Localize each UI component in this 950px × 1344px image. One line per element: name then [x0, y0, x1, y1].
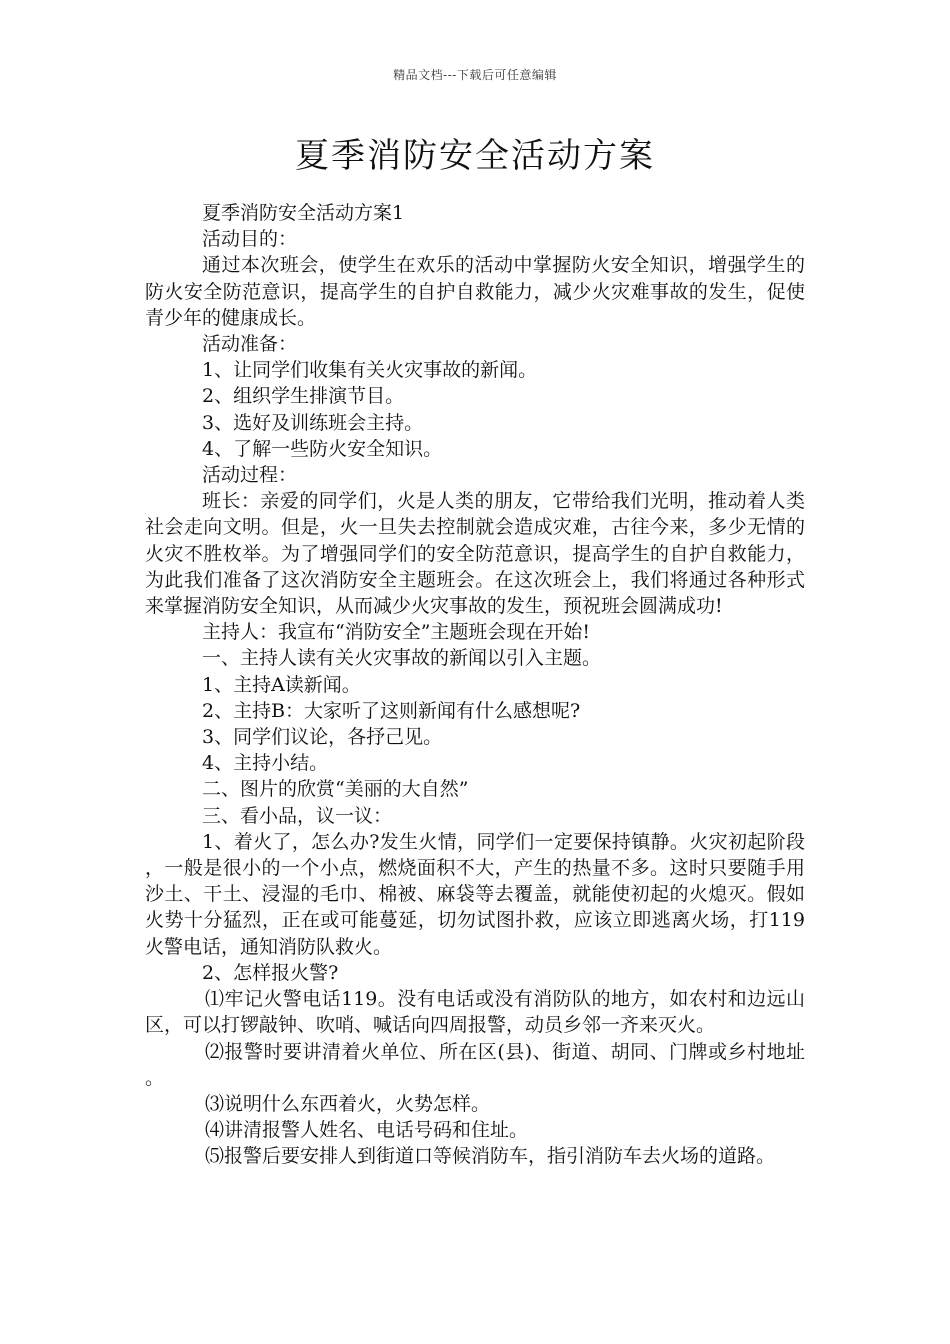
list-item: 4、了解一些防火安全知识。: [202, 437, 443, 460]
list-item: 3、同学们议论，各抒己见。: [202, 726, 443, 749]
list-item: 1、让同学们收集有关火灾事故的新闻。: [202, 359, 538, 382]
list-item: 2、怎样报火警?: [202, 961, 339, 984]
subheading-purpose: 活动目的：: [202, 228, 298, 251]
list-item: 三、看小品，议一议：: [202, 804, 393, 827]
document-title: 夏季消防安全活动方案: [295, 136, 655, 176]
list-item: 3、选好及训练班会主持。: [202, 411, 424, 434]
list-item: 一、主持人读有关火灾事故的新闻以引入主题。: [202, 647, 602, 670]
body-paragraph: 班长：亲爱的同学们，火是人类的朋友，它带给我们光明，推动着人类社会走向文明。但是，火一旦失去控制就会造成灾难，古往今来，多少无情的火灾不胜枚举。为了增强同学们的安全防范意识，提高学生的自护自救能力，为此我们准备了这次消防安全主题班会。在这次班会上，我们将通过各种形式来掌握消防安全知识，从而减少火灾事故的发生，预祝班会圆满成功!: [145, 490, 805, 618]
list-item: ⑶说明什么东西着火，火势怎样。: [205, 1092, 491, 1115]
list-item: 2、组织学生排演节目。: [202, 385, 405, 408]
list-item: 二、图片的欣赏“美丽的大自然”: [202, 778, 469, 801]
body-paragraph: 1、着火了，怎么办?发生火情，同学们一定要保持镇静。火灾初起阶段，一般是很小的一个小点，燃烧面积不大，产生的热量不多。这时只要随手用沙土、干土、浸湿的毛巾、棉被、麻袋等去覆盖，就能使初起的火熄灭。假如火势十分猛烈，正在或可能蔓延，切勿试图扑救，应该立即逃离火场，打119火警电话，通知消防队救火。: [145, 830, 805, 958]
list-item: 4、主持小结。: [202, 752, 329, 775]
body-paragraph: ⑸报警后要安排人到街道口等候消防车，指引消防车去火场的道路。: [205, 1145, 776, 1168]
body-paragraph: ⑵报警时要讲清着火单位、所在区(县)、街道、胡同、门牌或乡村地址。: [145, 1040, 805, 1089]
document-body: [145, 200, 805, 1170]
list-item: ⑷讲清报警人姓名、电话号码和住址。: [205, 1119, 529, 1142]
body-paragraph: 通过本次班会，使学生在欢乐的活动中掌握防火安全知识，增强学生的防火安全防范意识，提高学生的自护自救能力，减少火灾难事故的发生，促使青少年的健康成长。: [145, 254, 805, 329]
section-heading: 夏季消防安全活动方案1: [202, 202, 405, 224]
subheading-process: 活动过程：: [202, 464, 298, 487]
list-item: 2、主持B：大家听了这则新闻有什么感想呢?: [202, 699, 581, 722]
subheading-preparation: 活动准备：: [202, 333, 298, 356]
body-paragraph: ⑴牢记火警电话119。没有电话或没有消防队的地方，如农村和边远山区，可以打锣敲钟、吹哨、喊话向四周报警，动员乡邻一齐来灭火。: [145, 988, 805, 1037]
body-paragraph: 主持人：我宣布“消防安全”主题班会现在开始!: [202, 621, 591, 644]
page-header: 精品文档---下载后可任意编辑: [393, 68, 557, 82]
list-item: 1、主持A读新闻。: [202, 673, 361, 696]
